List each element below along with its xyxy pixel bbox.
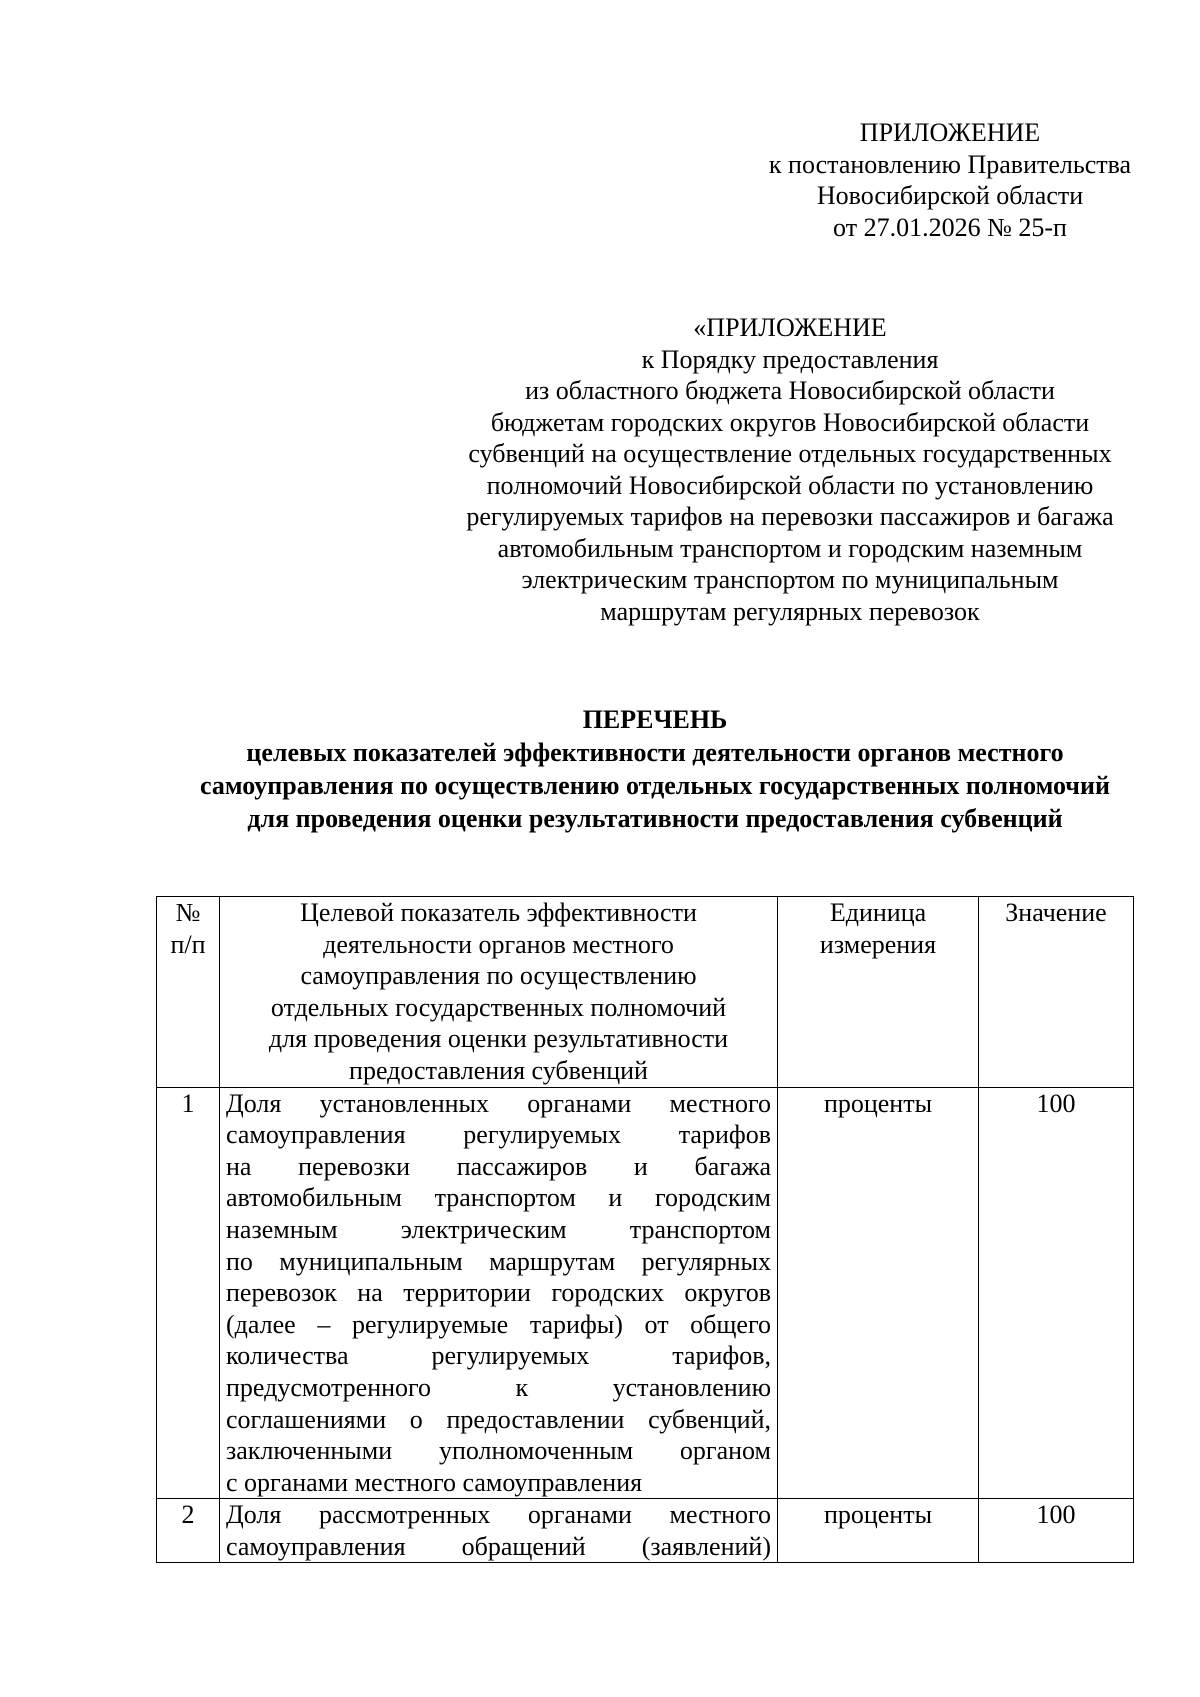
annex-line: маршрутам регулярных перевозок (600, 596, 980, 626)
header-indicator-line: отдельных государственных полномочий (270, 992, 727, 1022)
annex-line: бюджетам городских округов Новосибирской области (490, 407, 1090, 437)
heading-line: самоуправления по осуществлению отдельных государственных полномочий (200, 771, 1110, 800)
approval-date-number: от 27.01.2026 № 25-п (833, 212, 1067, 242)
annex-block (420, 312, 1160, 627)
header-value-line: Значение (1005, 898, 1107, 927)
annex-title: «ПРИЛОЖЕНИЕ (693, 313, 887, 342)
header-unit (778, 897, 979, 1088)
table-row (157, 1087, 1134, 1499)
heading-line: целевых показателей эффективности деятельности органов местного (246, 738, 1064, 767)
header-unit-line: измерения (819, 929, 937, 959)
row-value: 100 (979, 1499, 1134, 1563)
table-header-row (157, 897, 1134, 1088)
indicators-table (156, 896, 1134, 1563)
row-number: 1 (157, 1087, 220, 1499)
row-indicator (220, 1499, 778, 1563)
indicator-line: на перевозки пассажиров и багажа (226, 1151, 771, 1181)
header-unit-line: Единица (829, 898, 927, 927)
indicator-line: предусмотренного к установлению (226, 1372, 771, 1402)
heading-line: для проведения оценки результативности предоставления субвенций (247, 804, 1063, 833)
annex-line: регулируемых тарифов на перевозки пассажиров и багажа (466, 502, 1114, 531)
document-title: ПЕРЕЧЕНЬ (582, 705, 728, 734)
indicator-line: (далее – регулируемые тарифы) от общего (226, 1309, 771, 1339)
header-indicator (220, 897, 778, 1088)
approval-line: Новосибирской области (816, 181, 1084, 210)
indicator-line: количества регулируемых тарифов, (226, 1341, 771, 1371)
annex-line: из областного бюджета Новосибирской области (525, 376, 1055, 405)
indicator-line: самоуправления регулируемых тарифов (226, 1120, 771, 1150)
header-number-line: № (175, 898, 201, 927)
indicator-line: наземным электрическим транспортом (226, 1214, 771, 1244)
annex-line: автомобильным транспортом и городским наземным (497, 533, 1083, 563)
indicator-line: с органами местного самоуправления (226, 1467, 643, 1497)
row-indicator (220, 1087, 778, 1499)
header-number-line: п/п (170, 929, 206, 959)
header-indicator-line: самоуправления по осуществлению (300, 961, 697, 991)
annex-line: электрическим транспортом по муниципальным (521, 565, 1059, 594)
indicator-line: Доля рассмотренных органами местного (226, 1500, 771, 1530)
indicator-line: соглашениями о предоставлении субвенций, (226, 1404, 771, 1434)
header-indicator-line: предоставления субвенций (349, 1055, 648, 1085)
header-indicator-line: деятельности органов местного (323, 929, 674, 959)
row-value: 100 (979, 1087, 1134, 1499)
header-indicator-line: для проведения оценки результативности (268, 1024, 729, 1054)
annex-line: к Порядку предоставления (641, 344, 939, 374)
annex-line: полномочий Новосибирской области по установлению (486, 470, 1094, 500)
indicator-line: Доля установленных органами местного (226, 1088, 771, 1118)
header-indicator-line: Целевой показатель эффективности (300, 898, 697, 927)
approval-title: ПРИЛОЖЕНИЕ (859, 118, 1041, 147)
annex-line: субвенций на осуществление отдельных государственных (468, 439, 1112, 468)
header-value (979, 897, 1134, 1088)
row-unit: проценты (778, 1499, 979, 1563)
row-unit: проценты (778, 1087, 979, 1499)
indicator-line: самоуправления обращений (заявлений) (226, 1531, 771, 1561)
header-number (157, 897, 220, 1088)
approval-block (730, 117, 1170, 243)
indicator-line: заключенными уполномоченным органом (226, 1436, 771, 1466)
table-row (157, 1499, 1134, 1563)
row-number: 2 (157, 1499, 220, 1563)
indicator-line: автомобильным транспортом и городским (226, 1183, 771, 1213)
indicator-line: по муниципальным маршрутам регулярных (226, 1246, 771, 1276)
approval-line: к постановлению Правительства (768, 149, 1132, 179)
indicator-line: перевозок на территории городских округов (226, 1278, 771, 1308)
document-heading (130, 703, 1180, 835)
